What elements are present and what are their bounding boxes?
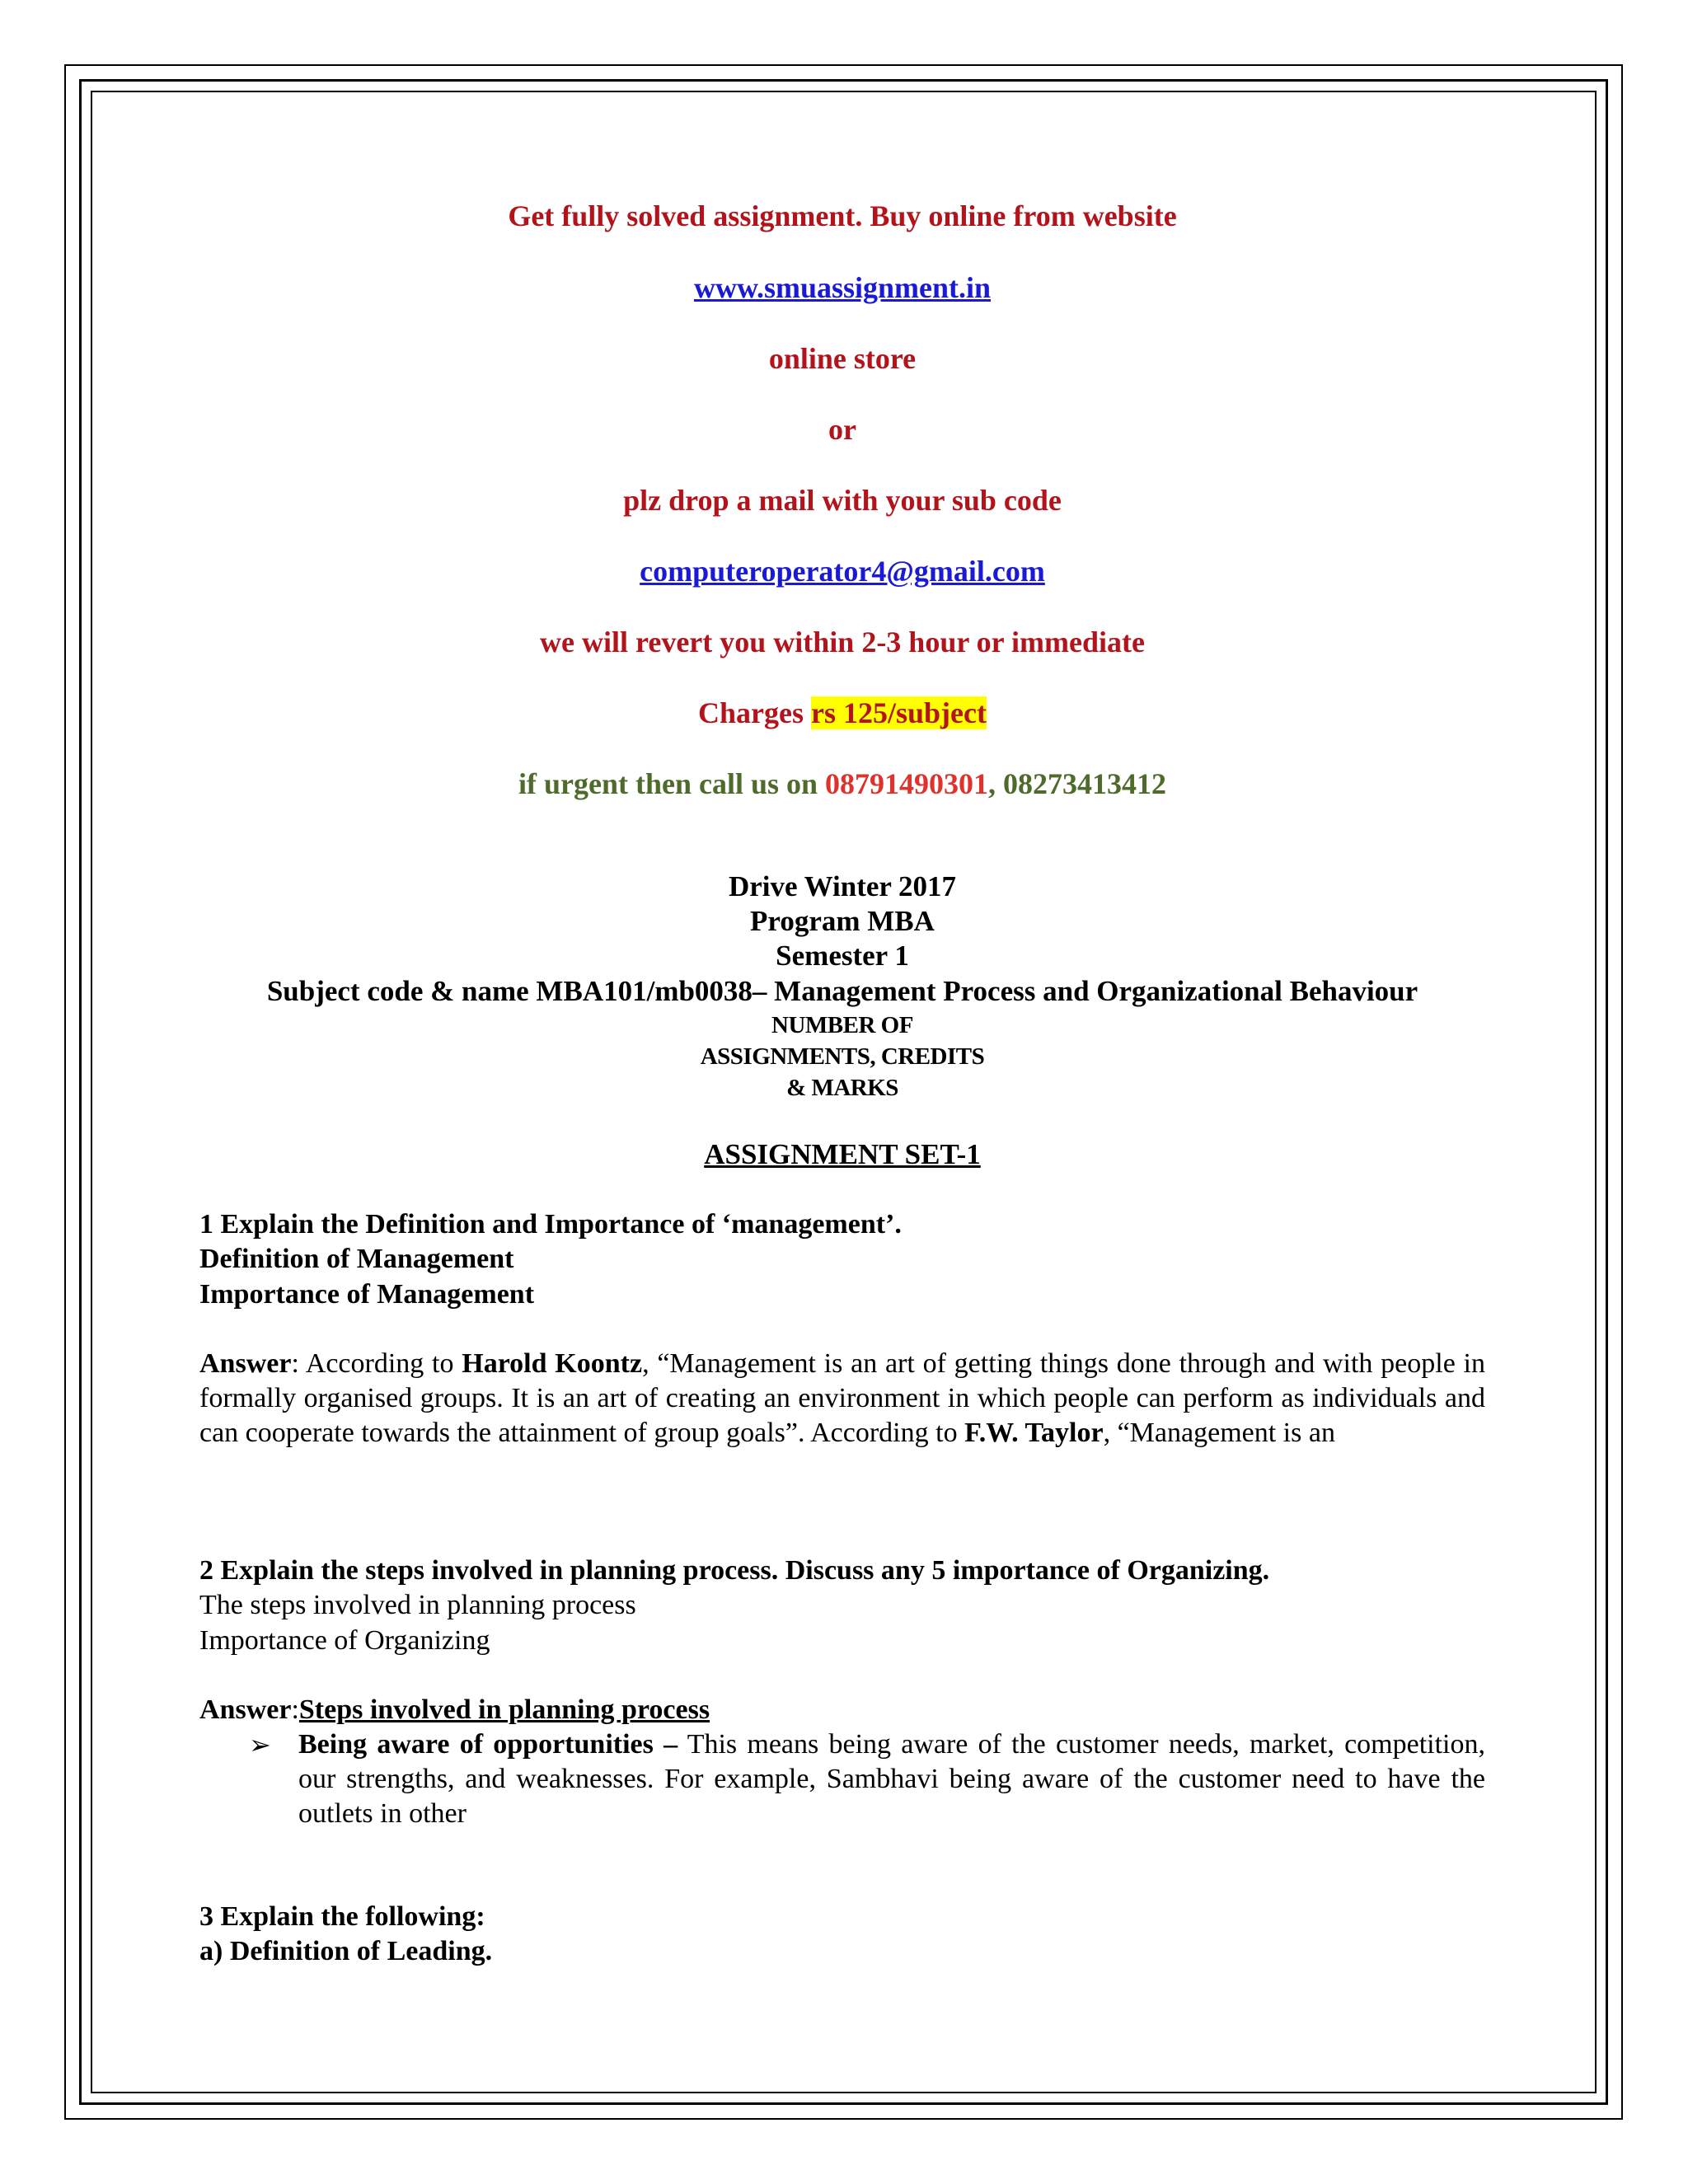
phone-separator: , <box>988 767 996 800</box>
question-1: 1 Explain the Definition and Importance of ‘management’. <box>199 1209 902 1240</box>
question-1-sub-2: Importance of Management <box>199 1279 535 1310</box>
answer-1-name-2: F.W. Taylor <box>964 1418 1104 1448</box>
answer-1-name-1: Harold Koontz <box>462 1348 643 1379</box>
answer-1-paragraph <box>199 1347 1485 1451</box>
answer-2-bullet-text <box>298 1727 1485 1831</box>
semester-heading: Semester 1 <box>776 940 909 972</box>
answer-2-colon: : <box>291 1694 299 1725</box>
question-3: 3 Explain the following: <box>199 1901 485 1932</box>
promo-line-4: or <box>828 413 856 446</box>
program-heading: Program MBA <box>750 905 935 937</box>
website-link-row <box>199 269 1485 306</box>
arrow-bullet-icon: ➢ <box>249 1729 271 1760</box>
charges-value: rs 125/subject <box>811 696 987 729</box>
answer-2-bullet-title: Being aware of opportunities – <box>298 1729 678 1760</box>
website-link[interactable]: www.smuassignment.in <box>693 271 992 304</box>
promo-line-1: Get fully solved assignment. Buy online from website <box>508 199 1177 232</box>
answer-2-bullet-body: This means being aware of the customer needs, market, competition, our strengths, and weaknesses. For example, Sambhavi being aware of the customer need to have the outlets in other <box>298 1729 1486 1829</box>
drive-heading: Drive Winter 2017 <box>728 870 957 902</box>
phone-2: 08273413412 <box>1003 767 1167 800</box>
email-link[interactable]: computeroperator4@gmail.com <box>640 555 1045 588</box>
answer-1-text-1: : According to <box>291 1348 462 1379</box>
promo-line-5: plz drop a mail with your sub code <box>623 484 1062 517</box>
question-2-sub-1: The steps involved in planning process <box>199 1590 636 1620</box>
assignment-set-title-text: ASSIGNMENT SET-1 <box>704 1138 981 1170</box>
answer-2-heading-row <box>199 1693 1485 1727</box>
promo-line-7: we will revert you within 2-3 hour or immediate <box>540 626 1145 658</box>
question-2-sub-2: Importance of Organizing <box>199 1625 490 1656</box>
question-1-sub-1: Definition of Management <box>199 1244 514 1274</box>
answer-1-label: Answer <box>199 1348 292 1379</box>
assignments-credits-heading: ASSIGNMENTS, CREDITS <box>700 1043 985 1070</box>
marks-heading: & MARKS <box>786 1075 898 1101</box>
phone-1: 08791490301 <box>825 767 989 800</box>
charges-row <box>199 695 1485 731</box>
answer-1-text-3: , “Management is an <box>1103 1418 1335 1448</box>
number-of-heading: NUMBER OF <box>771 1012 913 1038</box>
urgent-label: if urgent then call us on <box>518 767 818 800</box>
promo-line-3: online store <box>768 342 917 375</box>
charges-label: Charges <box>698 696 804 729</box>
question-2: 2 Explain the steps involved in planning process. Discuss any 5 importance of Organizing. <box>199 1555 1270 1586</box>
email-link-row <box>199 553 1485 589</box>
subject-heading: Subject code & name MBA101/mb0038– Management Process and Organizational Behaviour <box>266 975 1418 1007</box>
answer-1-text-2: , “Management is an art of getting things done through and with people in formally organised groups. It is an art of creating an environment in which people can perform as individuals and can cooperate towards the attainment of group goals”. According to <box>199 1348 1485 1448</box>
answer-2-label: Answer <box>199 1694 292 1725</box>
assignment-set-title <box>199 1137 1485 1172</box>
answer-2-heading: Steps involved in planning process <box>298 1694 710 1725</box>
question-3-sub-1: a) Definition of Leading. <box>199 1936 493 1966</box>
urgent-row <box>199 766 1485 802</box>
